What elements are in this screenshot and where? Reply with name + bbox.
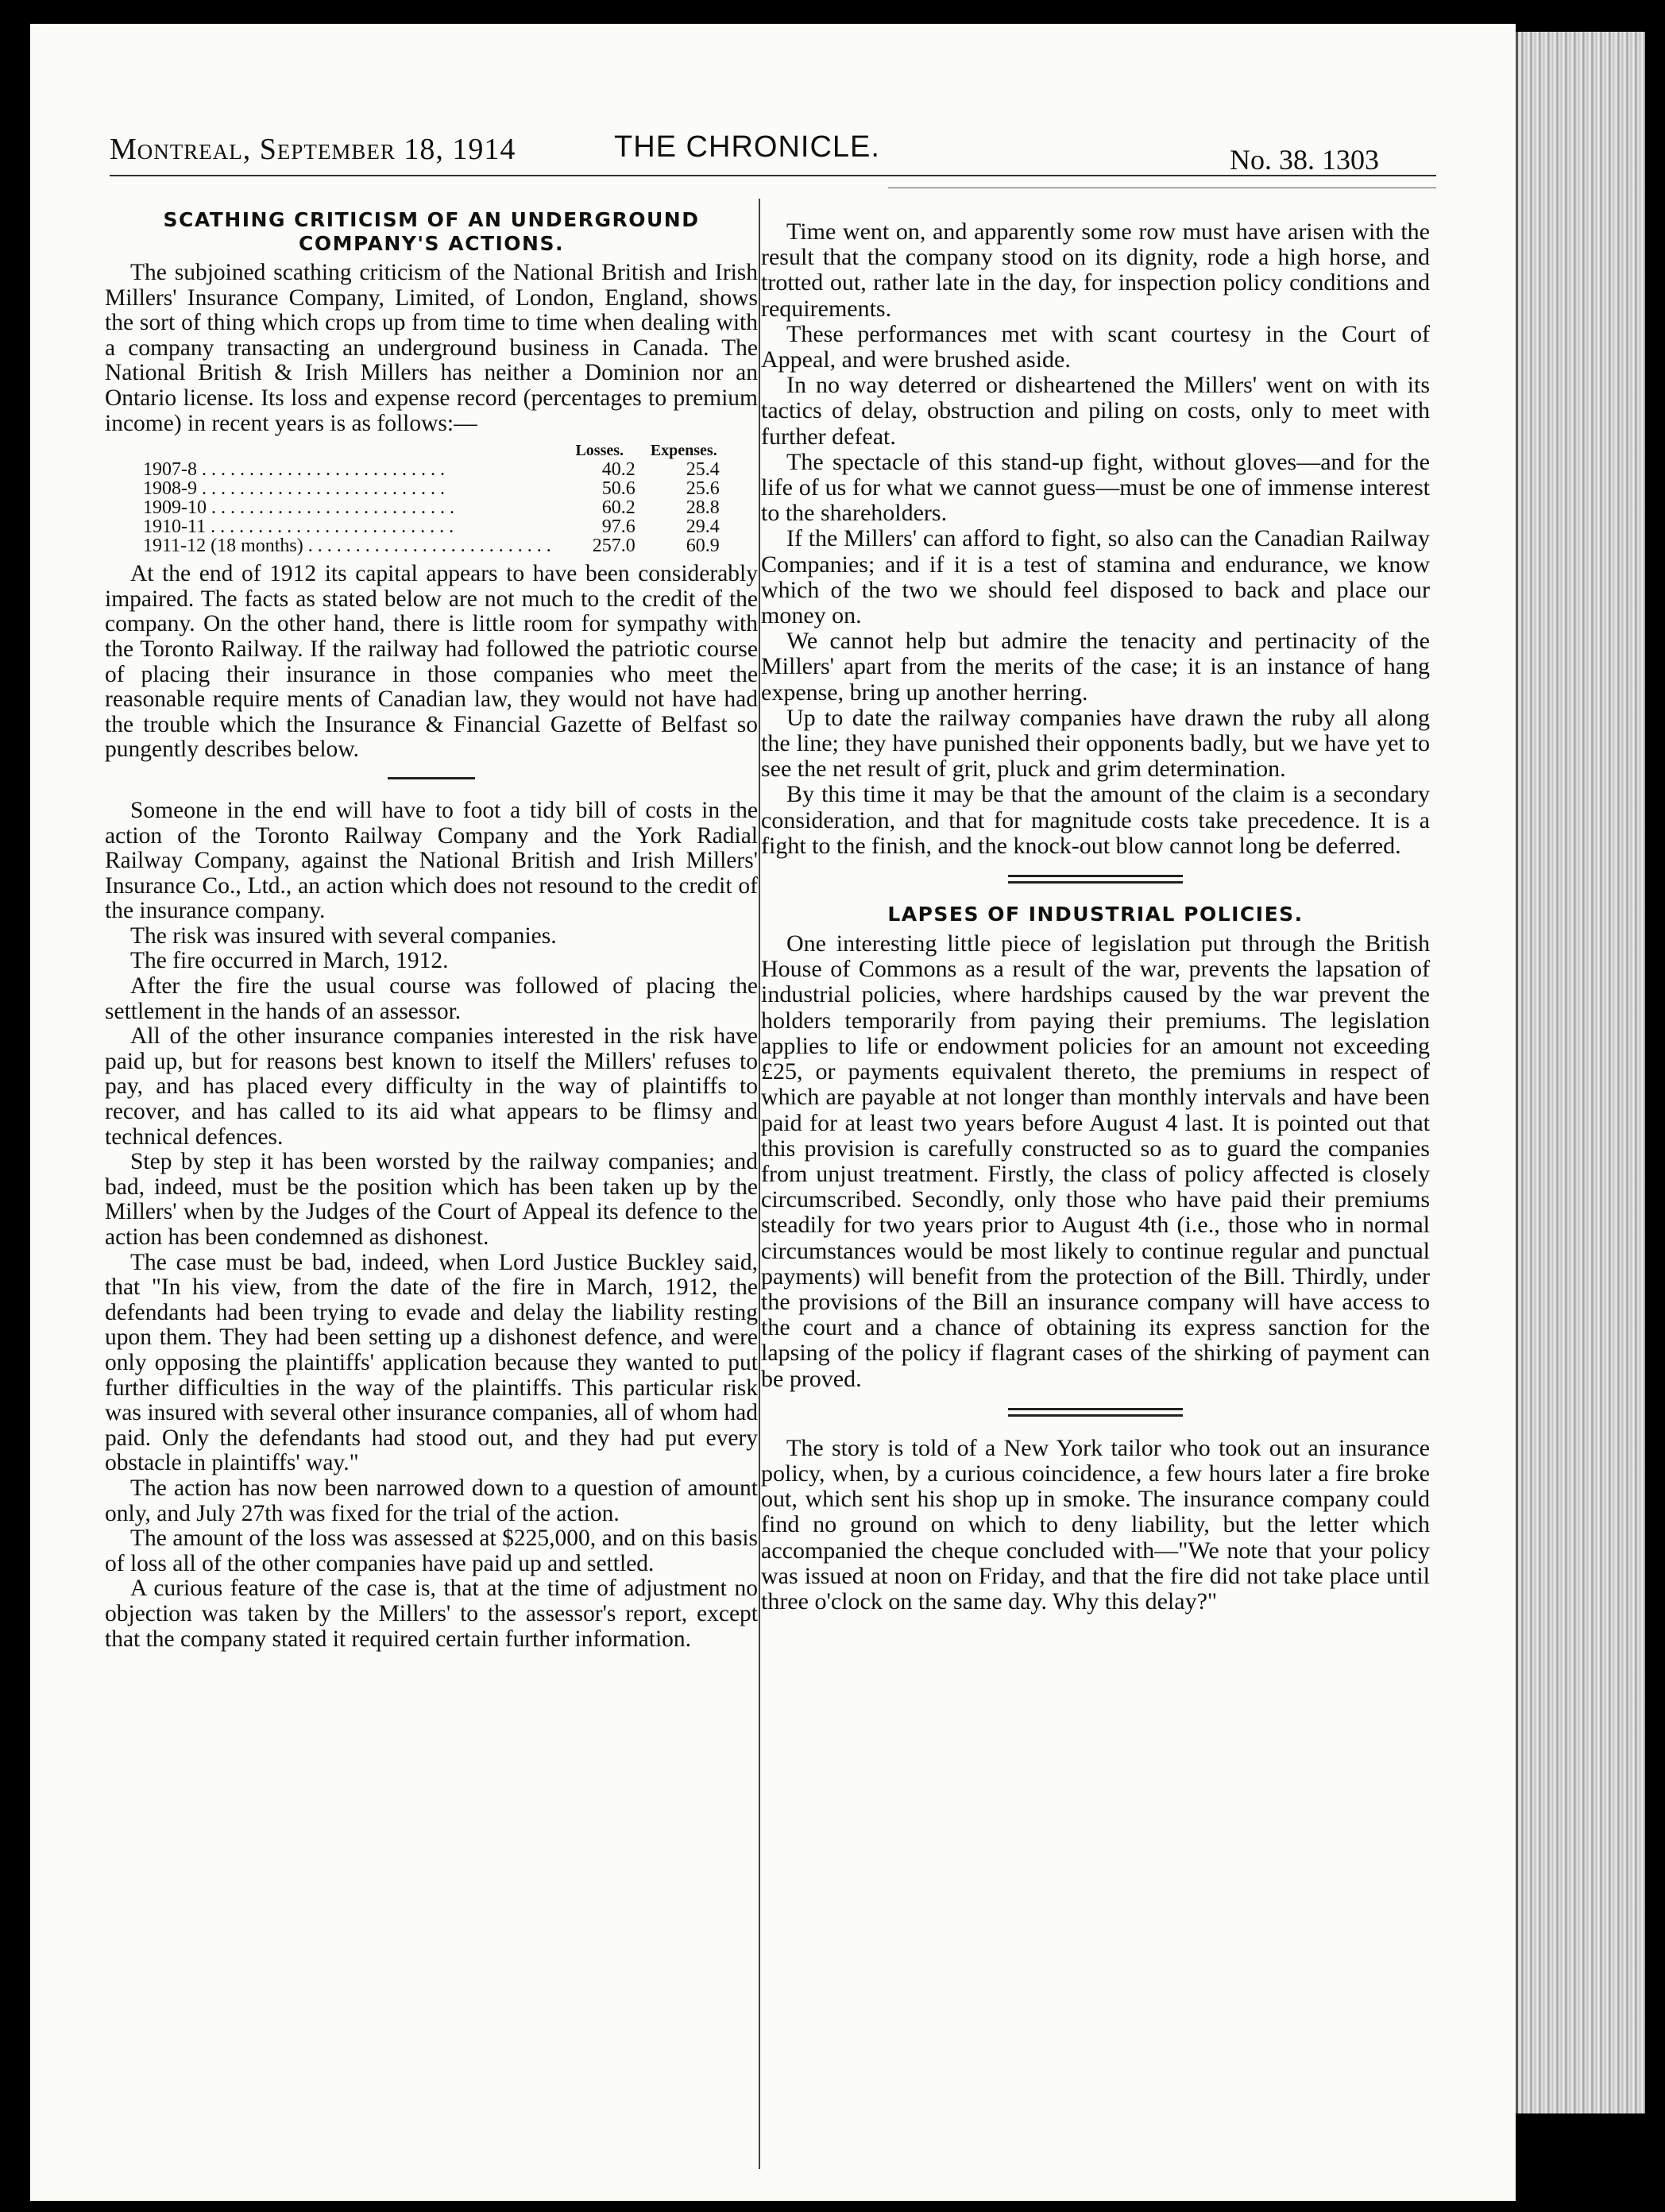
article-paragraph: The fire occurred in March, 1912.	[130, 948, 449, 974]
section-separator	[1008, 1408, 1183, 1417]
column-divider	[759, 199, 760, 2169]
column-header-losses: Losses.	[575, 442, 624, 460]
article-intro: The subjoined scathing criticism of the National British and Irish Millers' Insurance Company, Limited, of London, England, shows the sort of thing which crops up from time to time when dealing with a company transacting an underground business in Canada. The National British & Irish Millers has neither a Dominion nor an Ontario license. Its loss and expense record (percentages to premium income) in recent years is as follows:—	[105, 260, 758, 436]
losses-cell: 60.2	[601, 497, 635, 519]
table-row	[137, 517, 726, 536]
expenses-cell: 60.9	[686, 536, 720, 557]
article-paragraph: Time went on, and apparently some row must have arisen with the result that the company stood on its dignity, rode a high horse, and trotted out, rather late in the day, for inspection policy conditions and requirements.	[761, 218, 1430, 322]
year-cell: 1911-12 (18 months) . . .	[137, 536, 558, 555]
left-column	[105, 192, 758, 2163]
article-paragraph: Someone in the end will have to foot a tidy bill of costs in the action of the Toronto Railway Company and the York Radial Railway Company, against the National British and Irish Millers' Insurance Co., Ltd., an action which does not resound to the credit of the insurance company.	[105, 797, 758, 924]
year-cell: 1910-11 . . .	[137, 517, 558, 536]
year-cell: 1908-9 . . .	[137, 479, 558, 498]
article-paragraph: We cannot help but admire the tenacity and pertinacity of the Millers' apart from the merits of the case; it is an instance of hang expense, bring up another herring.	[761, 628, 1430, 706]
article-title-lapses: LAPSES OF INDUSTRIAL POLICIES.	[887, 903, 1304, 926]
article-title-scathing-criticism	[105, 208, 758, 256]
header-rule	[110, 175, 1436, 176]
table-row	[137, 479, 726, 498]
page-header	[30, 103, 1516, 176]
article-paragraph: By this time it may be that the amount of the claim is a secondary consideration, and that for magnitude costs take precedence. It is a fight to the finish, and the knock-out blow cannot long be deferred.	[761, 781, 1430, 859]
section-separator	[388, 777, 475, 779]
losses-cell: 97.6	[601, 516, 635, 538]
article-paragraph-tailor-story: The story is told of a New York tailor who took out an insurance policy, when, by a curious coincidence, a few hours later a fire broke out, which sent his shop up in smoke. The insurance company could find no ground on which to deny liability, but the letter which accompanied the cheque concluded with—"We note that your policy was issued at noon on Friday, and that the fire did not take place until three o'clock on the same day. Why this delay?"	[761, 1434, 1430, 1615]
table-header-row	[137, 441, 726, 460]
losses-cell: 257.0	[592, 536, 635, 557]
newspaper-page	[30, 24, 1516, 2201]
losses-cell: 50.6	[601, 478, 635, 500]
table-row	[137, 498, 726, 517]
table-row	[137, 536, 726, 555]
article-title-line2: COMPANY'S ACTIONS.	[299, 232, 564, 255]
expenses-cell: 28.8	[686, 497, 720, 519]
year-cell: 1909-10 . . .	[137, 498, 558, 517]
article-paragraph: Step by step it has been worsted by the railway companies; and bad, indeed, must be the position which has been taken up by the Millers' when by the Judges of the Court of Appeal its defence to the action has been condemned as dishonest.	[105, 1149, 758, 1250]
article-paragraph: One interesting little piece of legislation put through the British House of Commons as a result of the war, prevents the lapsation of industrial policies, where hardships caused by the war prevent the holders temporarily from paying their premiums. The legislation applies to life or endowment policies for an amount not exceeding £25, or payments equivalent thereto, the premiums in respect of which are payable at not longer than monthly intervals and have been paid for at least two years before August 4 last. It is pointed out that this provision is carefully constructed so as to guard the companies from unjust treatment. Firstly, the class of policy affected is closely circumscribed. Secondly, only those who have paid their premiums steadily for two years prior to August 4th (i.e., those who in normal circumstances would be most likely to continue regular and punctual payments) will benefit from the protection of the Bill. Thirdly, under the provisions of the Bill an insurance company will have access to the court and a chance of obtaining its express sanction for the lapsing of the policy if flagrant cases of the shirking of payment can be proved.	[761, 930, 1430, 1392]
year-cell: 1907-8 . . .	[137, 460, 558, 479]
table-row	[137, 460, 726, 479]
right-column	[761, 192, 1430, 2163]
expenses-cell: 29.4	[686, 516, 720, 538]
article-paragraph: The amount of the loss was assessed at $225,000, and on this basis of loss all of the other companies have paid up and settled.	[105, 1526, 758, 1576]
column-header-expenses: Expenses.	[650, 442, 717, 460]
header-issue-page: No. 38. 1303	[1230, 144, 1379, 176]
article-paragraph: If the Millers' can afford to fight, so also can the Canadian Railway Companies; and if it is a test of stamina and endurance, we know which of the two we should feel disposed to back and place our money on.	[761, 525, 1430, 629]
expenses-cell: 25.6	[686, 478, 720, 500]
book-page-edges	[1516, 32, 1645, 2113]
article-paragraph: The spectacle of this stand-up fight, without gloves—and for the life of us for what we cannot guess—must be one of immense interest to the shareholders.	[761, 448, 1430, 527]
article-paragraph: A curious feature of the case is, that at the time of adjustment no objection was taken by the Millers' to the assessor's report, except that the company stated it required certain further information.	[105, 1576, 758, 1652]
header-masthead: THE CHRONICLE.	[614, 130, 880, 164]
article-paragraph: Up to date the railway companies have drawn the ruby all along the line; they have punished their opponents badly, but we have yet to see the net result of grit, pluck and grim determination.	[761, 704, 1430, 783]
header-dateline: Montreal, September 18, 1914	[110, 133, 516, 166]
article-paragraph: The action has now been narrowed down to a question of amount only, and July 27th was fixed for the trial of the action.	[105, 1475, 758, 1526]
article-paragraph: These performances met with scant courtesy in the Court of Appeal, and were brushed aside.	[761, 320, 1430, 373]
expenses-cell: 25.4	[686, 459, 720, 481]
article-paragraph: The case must be bad, indeed, when Lord Justice Buckley said, that "In his view, from the date of the fire in March, 1912, the defendants had been trying to evade and delay the liability resting upon them. They had been setting up a dishonest defence, and were only opposing the plaintiffs' application because they wanted to put further difficulties in the way of the plaintiffs. This particular risk was insured with several other insurance companies, all of whom had paid. Only the defendants had stood out, and they had put every obstacle in plaintiffs' way."	[105, 1249, 758, 1476]
article-paragraph: In no way deterred or disheartened the Millers' went on with its tactics of delay, obstruction and piling on costs, only to meet with further defeat.	[761, 372, 1430, 450]
article-paragraph: The risk was insured with several companies.	[130, 922, 557, 949]
section-separator	[1008, 875, 1183, 884]
article-paragraph: All of the other insurance companies interested in the risk have paid up, but for reasons best known to itself the Millers' refuses to pay, and has placed every difficulty in the way of plaintiffs to recover, and has called to its aid what appears to be flimsy and technical defences.	[105, 1023, 758, 1150]
article-title-line1: SCATHING CRITICISM OF AN UNDERGROUND	[163, 208, 700, 231]
loss-expense-table	[137, 441, 726, 555]
losses-cell: 40.2	[601, 459, 635, 481]
article-paragraph: At the end of 1912 its capital appears to have been considerably impaired. The facts as stated below are not much to the credit of the company. On the other hand, there is little room for sympathy with the Toronto Railway. If the railway had followed the patriotic course of placing their insurance in those companies who meet the reasonable require ments of Canadian law, they would not have had the trouble which the Insurance & Financial Gazette of Belfast so pungently describes below.	[105, 561, 758, 763]
article-paragraph: After the fire the usual course was followed of placing the settlement in the hands of an assessor.	[105, 973, 758, 1024]
